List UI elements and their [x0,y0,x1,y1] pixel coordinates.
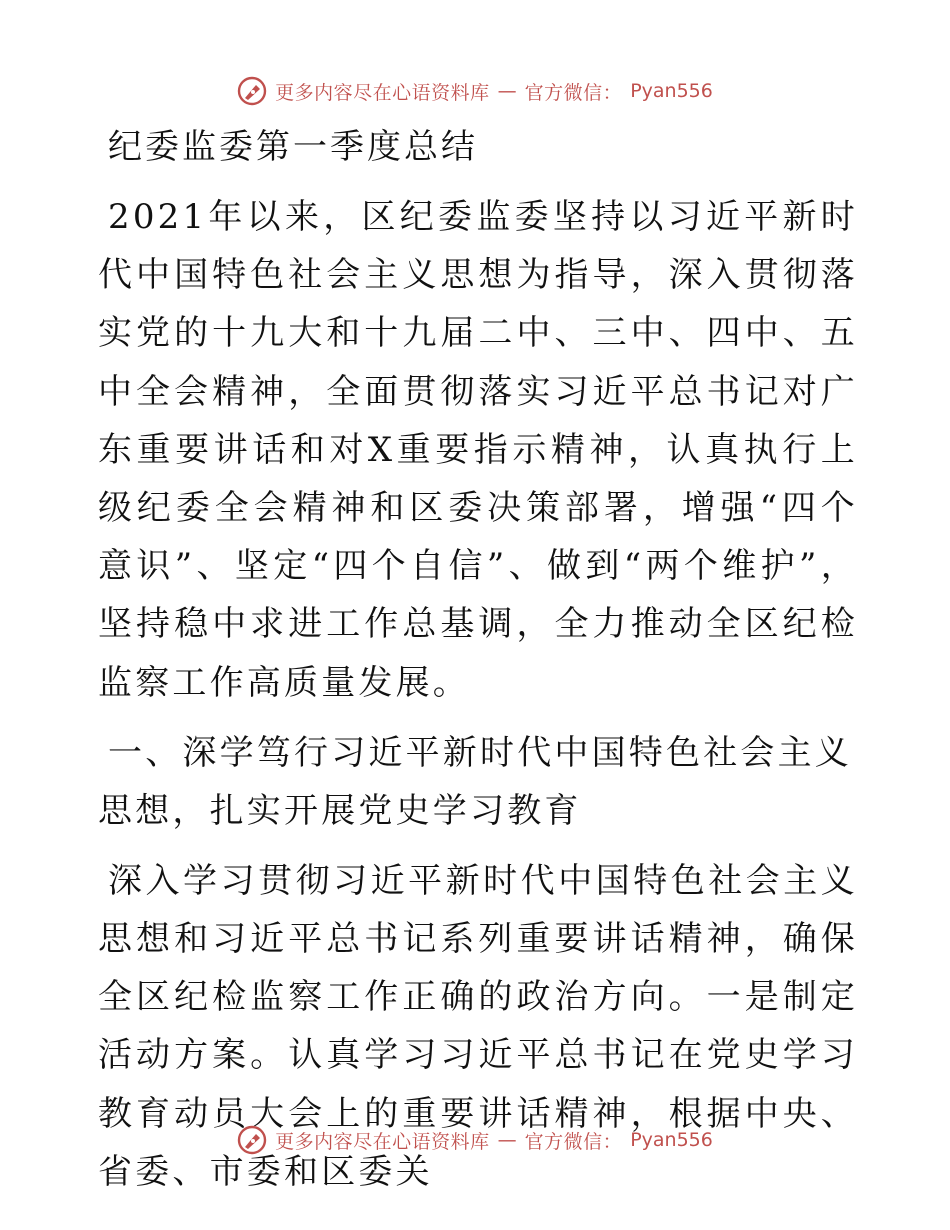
watermark-separator: — [497,1129,517,1151]
watermark-text: 更多内容尽在心语资料库 [275,1130,490,1153]
pen-nib-logo-icon [237,76,267,106]
document-title: 纪委监委第一季度总结 [108,127,478,167]
watermark-text: 更多内容尽在心语资料库 [275,81,490,104]
watermark-label: 官方微信： [524,81,623,104]
document-body [98,118,858,1213]
watermark-wechat-id: Pyan556 [630,80,713,102]
watermark-footer [0,1120,950,1160]
watermark-label: 官方微信： [524,1130,623,1153]
watermark-wechat-id: Pyan556 [630,1129,713,1151]
intro-paragraph: 2021年以来，区纪委监委坚持以习近平新时代中国特色社会主义思想为指导，深入贯彻落实党的十九大和十九届二中、三中、四中、五中全会精神，全面贯彻落实习近平总书记对广东重要讲话和对X重要指示精神，认真执行上级纪委全会精神和区委决策部署，增强“四个意识”、坚定“四个自信”、做到“两个维护”，坚持稳中求进工作总基调，全力推动全区纪检监察工作高质量发展。 [98,197,858,703]
section-paragraph: 深入学习贯彻习近平新时代中国特色社会主义思想和习近平总书记系列重要讲话精神，确保全区纪检监察工作正确的政治方向。一是制定活动方案。认真学习习近平总书记在党史学习教育动员大会上的重要讲话精神，根据中央、省委、市委和区委关 [98,860,858,1192]
pen-nib-logo-icon [237,1125,267,1155]
watermark-header [0,71,950,111]
section-heading: 一、深学笃行习近平新时代中国特色社会主义思想，扎实开展党史学习教育 [98,732,852,831]
watermark-separator: — [497,80,517,102]
